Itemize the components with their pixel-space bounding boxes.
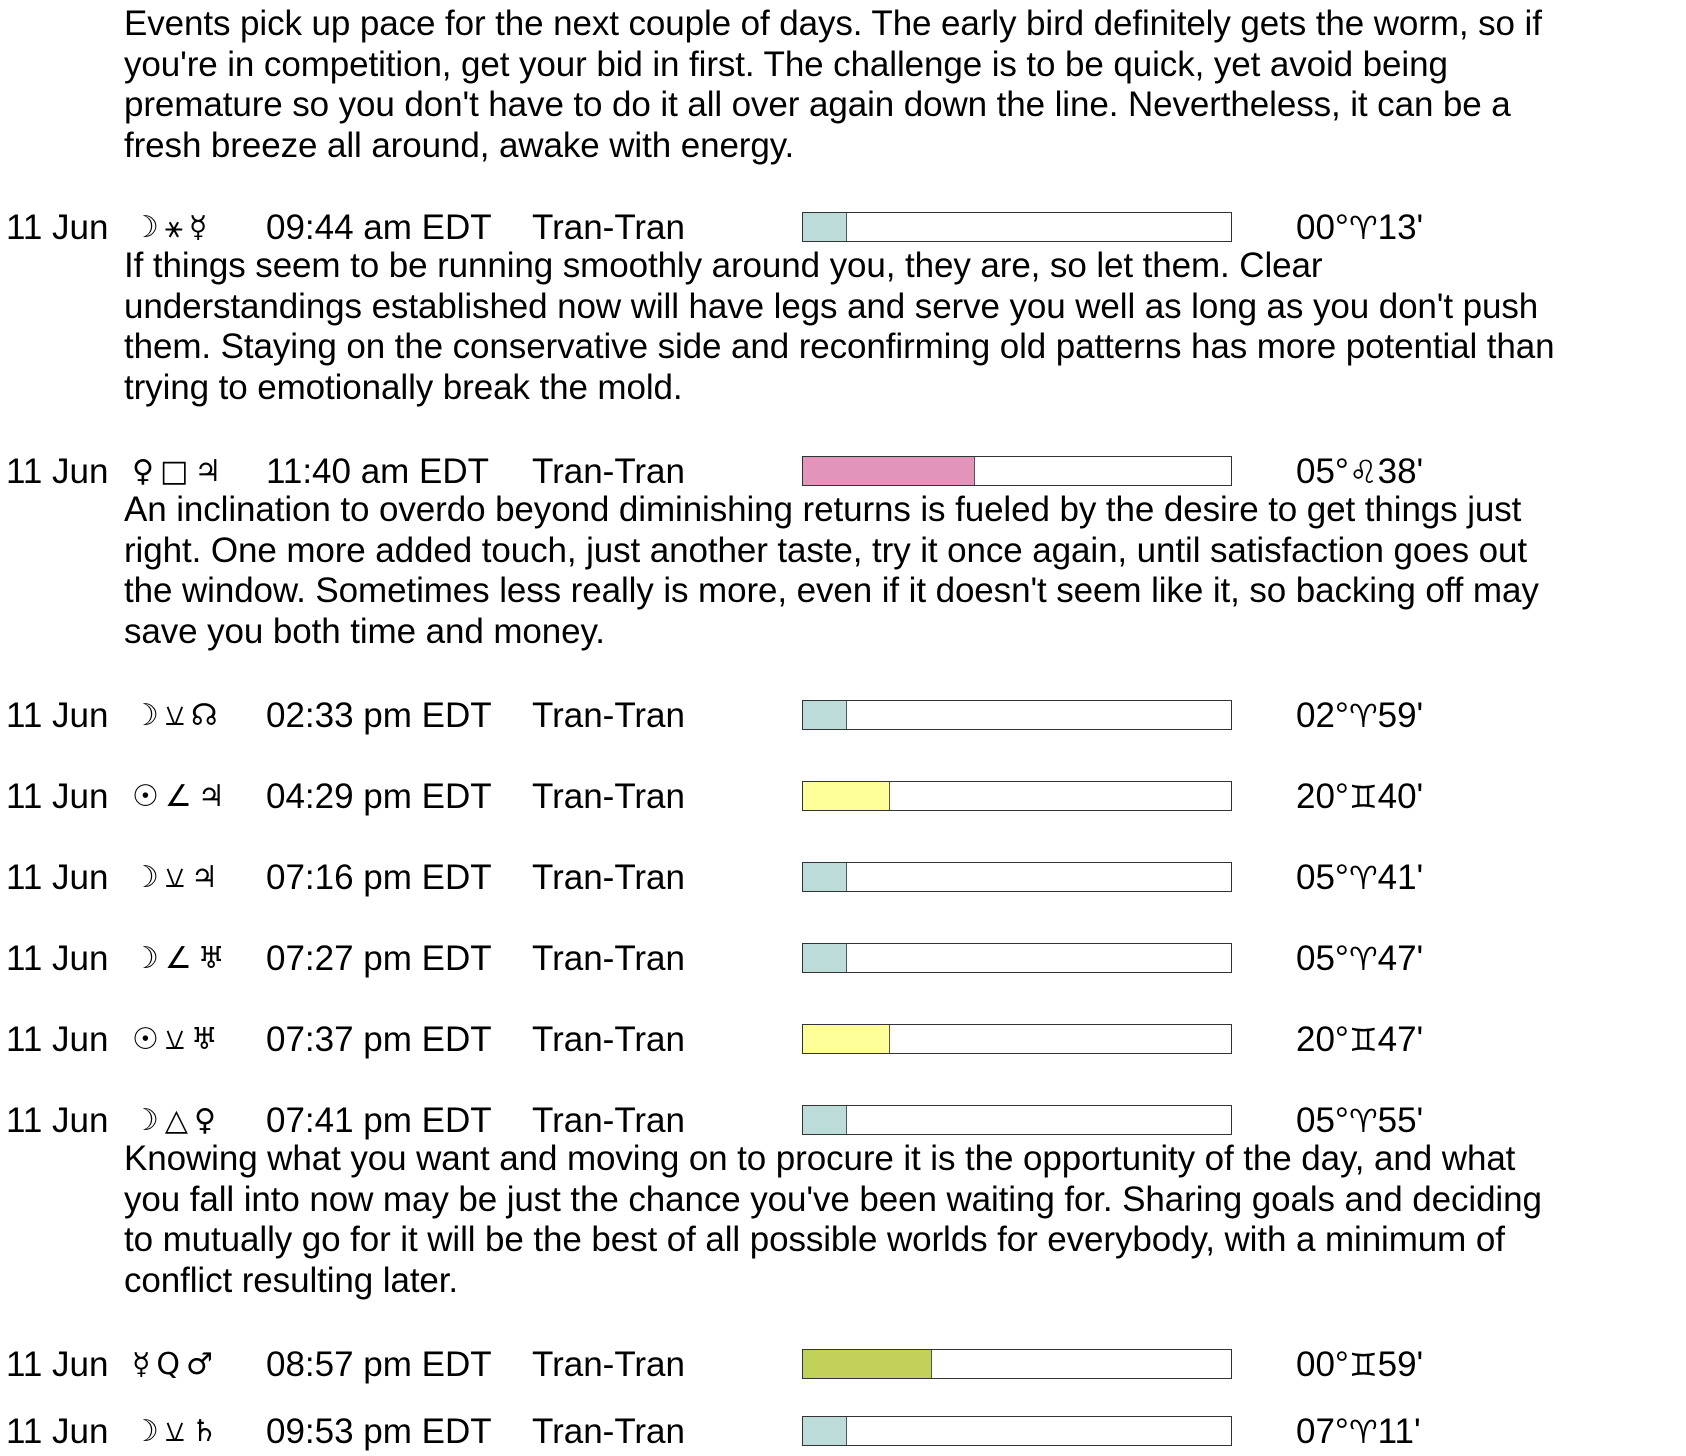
aspect-glyphs: ☿Q♂ (132, 1347, 219, 1382)
event-time: 09:44 am EDT (266, 208, 492, 247)
transit-row (0, 1018, 1686, 1062)
strength-bar-fill (803, 1417, 847, 1445)
position-minutes: 55' (1377, 1101, 1424, 1140)
transit-type: Tran-Tran (532, 777, 685, 816)
transit-type: Tran-Tran (532, 696, 685, 735)
transit-row (0, 694, 1686, 738)
aspect-glyphs: ☽△♀ (132, 1103, 222, 1138)
event-time: 09:53 pm EDT (266, 1412, 492, 1451)
position-degrees: 05° (1296, 1101, 1349, 1140)
position-degrees: 07° (1296, 1412, 1349, 1451)
event-date: 11 Jun (6, 696, 109, 735)
zodiac-sign-icon: ♈ (1348, 859, 1378, 897)
transit-row (0, 775, 1686, 819)
zodiac-sign-icon: ♌ (1348, 453, 1378, 491)
event-date: 11 Jun (6, 1345, 109, 1384)
zodiac-position (1296, 1099, 1423, 1143)
event-date: 11 Jun (6, 1101, 109, 1140)
aspect-glyphs: ☽⚺♃ (132, 860, 224, 895)
position-degrees: 20° (1296, 777, 1349, 816)
aspect-glyphs: ☽⚺♄ (132, 1414, 224, 1449)
transit-row (0, 856, 1686, 900)
position-degrees: 20° (1296, 1020, 1349, 1059)
zodiac-position (1296, 856, 1423, 900)
transit-type: Tran-Tran (532, 1412, 685, 1451)
zodiac-sign-icon: ♈ (1348, 1413, 1378, 1451)
position-minutes: 40' (1377, 777, 1424, 816)
strength-bar-fill (803, 1106, 847, 1134)
zodiac-sign-icon: ♈ (1348, 697, 1378, 735)
position-minutes: 59' (1377, 696, 1424, 735)
position-minutes: 41' (1377, 858, 1424, 897)
event-time: 07:37 pm EDT (266, 1020, 492, 1059)
strength-bar (802, 1349, 1232, 1379)
event-time: 08:57 pm EDT (266, 1345, 492, 1384)
transit-type: Tran-Tran (532, 858, 685, 897)
interpretation-text: Events pick up pace for the next couple of days. The early bird definitely gets the worm, so if you're in competition, get your bid in first. The challenge is to be quick, yet avoid being premature so you don't have to do it all over again down the line. Nevertheless, it can be a fresh breeze all around, awake with energy. (124, 4, 1542, 165)
event-time: 11:40 am EDT (266, 452, 490, 491)
strength-bar-fill (803, 782, 890, 810)
zodiac-position (1296, 1343, 1423, 1387)
event-date: 11 Jun (6, 1020, 109, 1059)
zodiac-sign-icon: ♈ (1348, 940, 1378, 978)
position-minutes: 47' (1377, 1020, 1424, 1059)
strength-bar-fill (803, 944, 847, 972)
zodiac-sign-icon: ♈ (1348, 209, 1378, 247)
aspect-glyphs: ☉⚺♅ (132, 1022, 224, 1057)
event-time: 04:29 pm EDT (266, 777, 492, 816)
strength-bar-fill (803, 213, 847, 241)
strength-bar (802, 1416, 1232, 1446)
zodiac-sign-icon: ♊ (1348, 1021, 1378, 1059)
event-time: 07:16 pm EDT (266, 858, 492, 897)
strength-bar-fill (803, 1025, 890, 1053)
position-minutes: 11' (1377, 1412, 1421, 1451)
event-date: 11 Jun (6, 208, 109, 247)
position-minutes: 38' (1377, 452, 1424, 491)
transit-row (0, 1099, 1686, 1143)
transit-type: Tran-Tran (532, 208, 685, 247)
transit-row (0, 450, 1686, 494)
interpretation-text: If things seem to be running smoothly around you, they are, so let them. Clear understandings established now will have legs and serve you well as long as you don't push them. Staying on the conservative side and reconfirming old patterns has more potential than trying to emotionally break the mold. (124, 246, 1555, 407)
interpretation-text: An inclination to overdo beyond diminishing returns is fueled by the desire to get things just right. One more added touch, just another taste, try it once again, until satisfaction goes out the window. Sometimes less really is more, even if it doesn't seem like it, so backing off may save you both time and money. (124, 490, 1539, 651)
zodiac-position (1296, 1410, 1421, 1454)
strength-bar (802, 862, 1232, 892)
transit-type: Tran-Tran (532, 939, 685, 978)
strength-bar (802, 212, 1232, 242)
position-minutes: 13' (1377, 208, 1424, 247)
zodiac-sign-icon: ♊ (1348, 778, 1378, 816)
event-time: 02:33 pm EDT (266, 696, 492, 735)
transit-row (0, 1410, 1686, 1454)
zodiac-position (1296, 206, 1423, 250)
event-date: 11 Jun (6, 1412, 109, 1451)
position-degrees: 00° (1296, 1345, 1349, 1384)
strength-bar (802, 943, 1232, 973)
aspect-glyphs: ☽∠♅ (132, 941, 231, 976)
position-minutes: 47' (1377, 939, 1424, 978)
strength-bar (802, 700, 1232, 730)
zodiac-position (1296, 1018, 1423, 1062)
zodiac-position (1296, 450, 1423, 494)
aspect-glyphs: ☽⚹☿ (132, 210, 214, 245)
position-degrees: 05° (1296, 858, 1349, 897)
zodiac-position (1296, 937, 1423, 981)
position-degrees: 00° (1296, 208, 1349, 247)
transit-row (0, 937, 1686, 981)
position-degrees: 05° (1296, 939, 1349, 978)
transit-type: Tran-Tran (532, 452, 685, 491)
transit-type: Tran-Tran (532, 1101, 685, 1140)
position-minutes: 59' (1377, 1345, 1424, 1384)
zodiac-position (1296, 694, 1423, 738)
position-degrees: 05° (1296, 452, 1349, 491)
strength-bar-fill (803, 701, 847, 729)
strength-bar (802, 456, 1232, 486)
event-date: 11 Jun (6, 939, 109, 978)
event-date: 11 Jun (6, 858, 109, 897)
zodiac-sign-icon: ♈ (1348, 1102, 1378, 1140)
transit-type: Tran-Tran (532, 1020, 685, 1059)
aspect-glyphs: ♀□♃ (132, 454, 228, 489)
event-time: 07:27 pm EDT (266, 939, 492, 978)
zodiac-sign-icon: ♊ (1348, 1346, 1378, 1384)
transit-row (0, 206, 1686, 250)
strength-bar-fill (803, 457, 975, 485)
event-date: 11 Jun (6, 452, 109, 491)
aspect-glyphs: ☉∠♃ (132, 779, 231, 814)
position-degrees: 02° (1296, 696, 1349, 735)
strength-bar (802, 781, 1232, 811)
transit-row (0, 1343, 1686, 1387)
strength-bar-fill (803, 863, 847, 891)
strength-bar-fill (803, 1350, 932, 1378)
strength-bar (802, 1024, 1232, 1054)
event-date: 11 Jun (6, 777, 109, 816)
event-time: 07:41 pm EDT (266, 1101, 492, 1140)
strength-bar (802, 1105, 1232, 1135)
zodiac-position (1296, 775, 1423, 819)
transit-type: Tran-Tran (532, 1345, 685, 1384)
interpretation-text: Knowing what you want and moving on to procure it is the opportunity of the day, and what you fall into now may be just the chance you've been waiting for. Sharing goals and deciding to mutually go for it will be the best of all possible worlds for everybody, with a minimum of conflict resulting later. (124, 1139, 1542, 1300)
aspect-glyphs: ☽⚺☊ (132, 698, 224, 733)
